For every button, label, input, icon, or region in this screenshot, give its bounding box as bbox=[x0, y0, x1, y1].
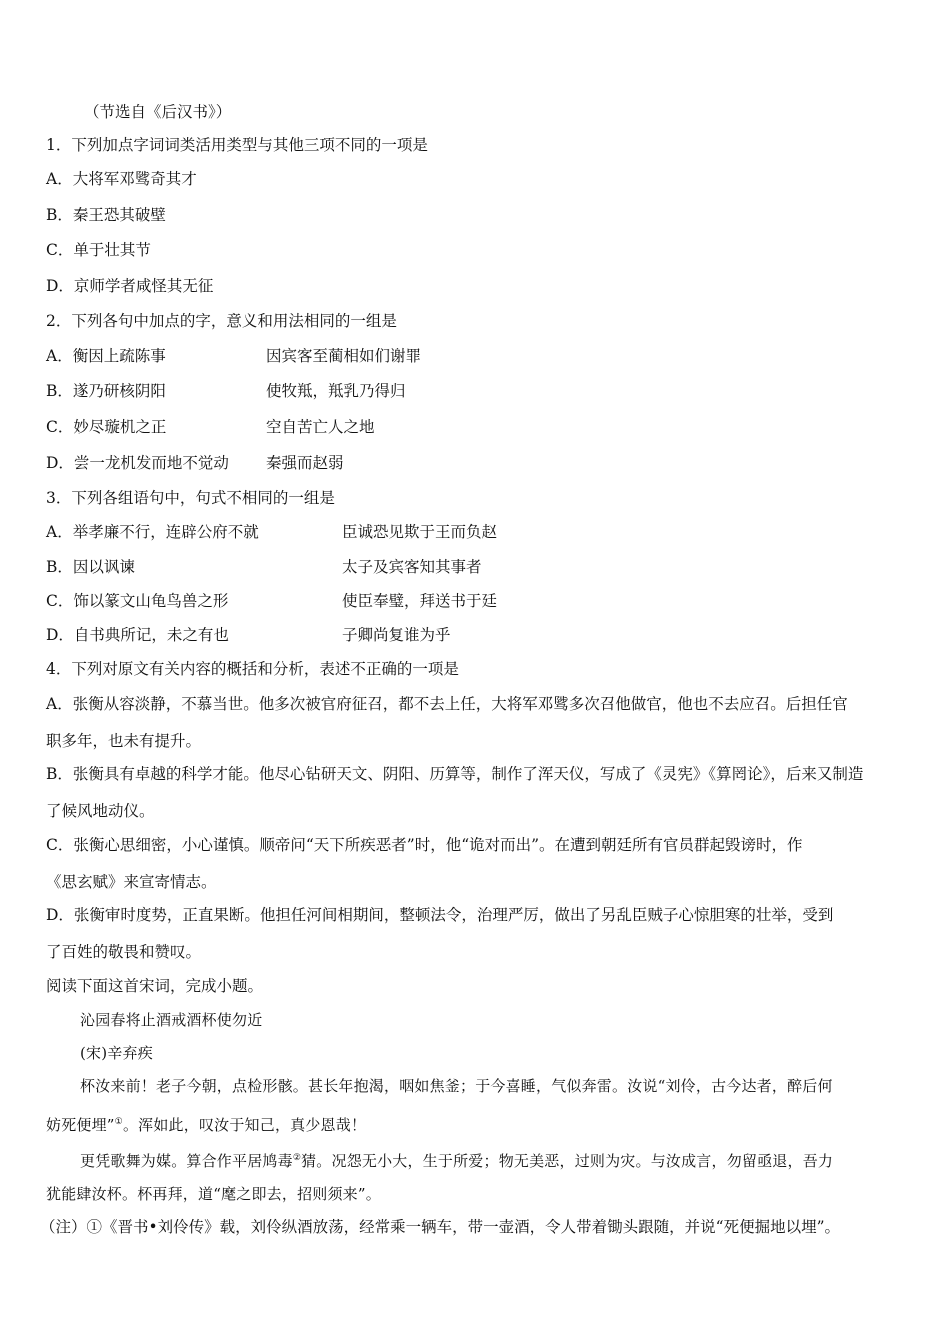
q3-option-b-left: B．因以讽谏 bbox=[46, 558, 135, 576]
q3-option-a-right: 臣诚恐见欺于王而负赵 bbox=[342, 523, 498, 541]
q1-option-a: A．大将军邓骘奇其才 bbox=[46, 170, 197, 188]
q4-option-d-line2: 了百姓的敬畏和赞叹。 bbox=[46, 943, 202, 961]
q3-option-c-right: 使臣奉璧，拜送书于廷 bbox=[342, 592, 498, 610]
poem-stanza2-line1 bbox=[80, 1147, 906, 1172]
poem-stanza1-line2 bbox=[46, 1111, 906, 1136]
q1-option-c: C．单于壮其节 bbox=[46, 241, 151, 259]
q2-option-d-left: D．尝一龙机发而地不觉动 bbox=[46, 454, 229, 472]
q2-option-b-right: 使牧羝，羝乳乃得归 bbox=[266, 382, 406, 400]
q2-option-c-right: 空自苦亡人之地 bbox=[266, 418, 375, 436]
q2-option-a-right: 因宾客至蔺相如们谢罪 bbox=[266, 347, 422, 365]
poem-stanza2-line1-b: 猜。况怨无小大，生于所爱；物无美恶，过则为灾。与汝成言，勿留亟退，吾力 bbox=[301, 1152, 834, 1170]
q1-option-d: D．京师学者咸怪其无征 bbox=[46, 277, 214, 295]
q2-option-b-left: B．遂乃研核阴阳 bbox=[46, 382, 166, 400]
q4-option-b-line2: 了候风地动仪。 bbox=[46, 802, 155, 820]
q4-option-c-line1: C．张衡心思细密，小心谨慎。顺帝问“天下所疾恶者”时，他“诡对而出”。在遭到朝廷所有官员群起毁谤时，作 bbox=[46, 836, 803, 854]
poem-stanza1-line1: 杯汝来前！老子今朝，点检形骸。甚长年抱渴，咽如焦釜；于今喜睡，气似奔雷。汝说“刘伶，古今达者，醉后何 bbox=[80, 1077, 833, 1095]
footnote-marker-1: ① bbox=[114, 1117, 123, 1127]
q3-option-b-right: 太子及宾客知其事者 bbox=[342, 558, 482, 576]
footnote: （注）①《晋书•刘伶传》载，刘伶纵酒放荡，经常乘一辆车，带一壶酒，令人带着锄头跟随，并说“死便掘地以埋”。 bbox=[40, 1218, 840, 1236]
q1-option-b: B．秦王恐其破壁 bbox=[46, 206, 166, 224]
poem-intro: 阅读下面这首宋词，完成小题。 bbox=[46, 977, 264, 995]
poem-title: 沁园春将止酒戒酒杯使勿近 bbox=[80, 1011, 263, 1029]
q4-option-a-line2: 职多年，也未有提升。 bbox=[46, 732, 202, 750]
poem-stanza2-line1-a: 更凭歌舞为媒。算合作平居鸠毒 bbox=[80, 1152, 293, 1170]
q4-option-c-line2: 《思玄赋》来宣寄情志。 bbox=[46, 873, 217, 891]
q4-option-b-line1: B．张衡具有卓越的科学才能。他尽心钻研天文、阴阳、历算等，制作了浑天仪，写成了《灵宪》《算罔论》，后来又制造 bbox=[46, 765, 864, 783]
q3-option-d-left: D．自书典所记，未之有也 bbox=[46, 626, 229, 644]
q3-option-d-right: 子卿尚复谁为乎 bbox=[342, 626, 451, 644]
q3-stem: 3．下列各组语句中，句式不相同的一组是 bbox=[46, 489, 335, 507]
q4-option-a-line1: A．张衡从容淡静，不慕当世。他多次被官府征召，都不去上任，大将军邓骘多次召他做官，他也不去应召。后担任官 bbox=[46, 695, 848, 713]
q3-option-c-left: C．饰以篆文山龟鸟兽之形 bbox=[46, 592, 229, 610]
q2-stem: 2．下列各句中加点的字，意义和用法相同的一组是 bbox=[46, 312, 397, 330]
q4-stem: 4．下列对原文有关内容的概括和分析，表述不正确的一项是 bbox=[46, 660, 459, 678]
q1-stem: 1．下列加点字词词类活用类型与其他三项不同的一项是 bbox=[46, 136, 428, 154]
q2-option-a-left: A．衡因上疏陈事 bbox=[46, 347, 166, 365]
poem-author: (宋)辛弃疾 bbox=[80, 1044, 153, 1062]
q2-option-d-right: 秦强而赵弱 bbox=[266, 454, 344, 472]
source-line: （节选自《后汉书》） bbox=[84, 103, 232, 121]
q3-option-a-left: A．举孝廉不行，连辟公府不就 bbox=[46, 523, 259, 541]
poem-stanza2-line2: 犹能肆汝杯。杯再拜，道“麾之即去，招则须来”。 bbox=[46, 1185, 381, 1203]
q4-option-d-line1: D．张衡审时度势，正直果断。他担任河间相期间，整顿法令，治理严厉，做出了另乱臣贼子心惊胆寒的壮举，受到 bbox=[46, 906, 834, 924]
q2-option-c-left: C．妙尽璇机之正 bbox=[46, 418, 167, 436]
poem-stanza1-line2-b: 。浑如此，叹汝于知己，真少恩哉！ bbox=[122, 1116, 367, 1134]
poem-stanza1-line2-a: 妨死便埋” bbox=[46, 1116, 115, 1134]
footnote-marker-2: ② bbox=[292, 1153, 302, 1163]
